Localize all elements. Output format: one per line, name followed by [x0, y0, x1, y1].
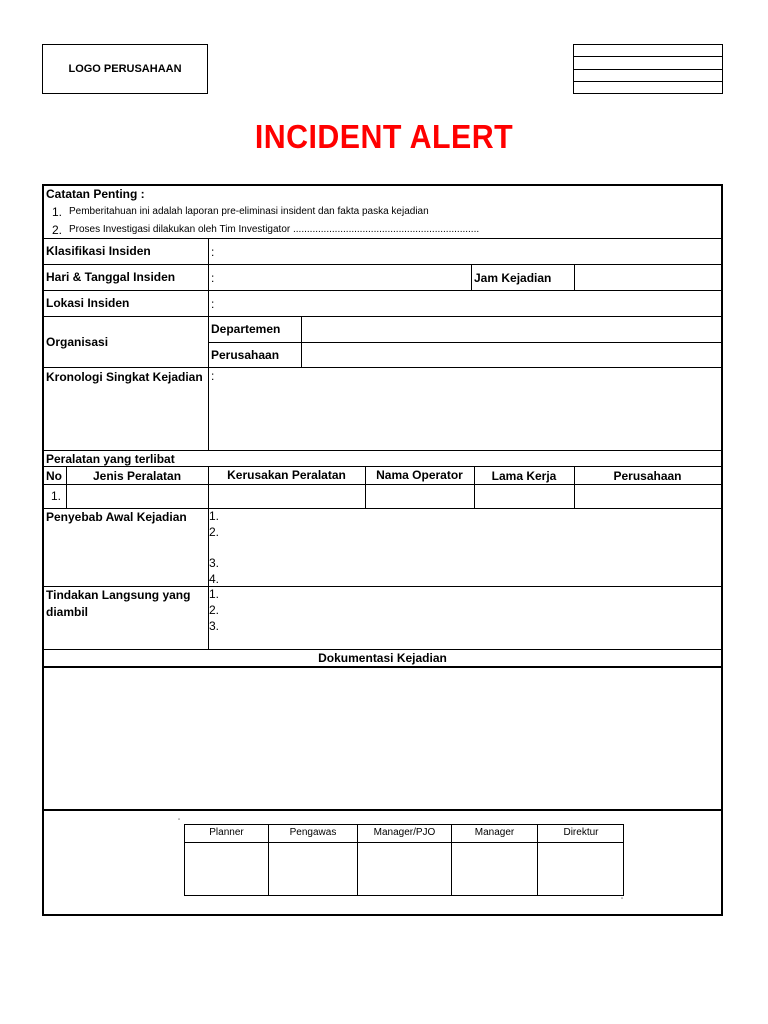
signature-role: Pengawas — [269, 825, 357, 843]
equipment-row-number: 1. — [51, 489, 62, 503]
dokumentasi-area[interactable] — [44, 668, 721, 809]
signature-cell-planner[interactable] — [185, 825, 269, 895]
penyebab-item[interactable]: 3. — [209, 556, 220, 570]
tindakan-label-cont: diambil — [46, 605, 89, 619]
tindakan-item[interactable]: 2. — [209, 603, 220, 617]
signature-cell-pengawas[interactable] — [269, 825, 358, 895]
kronologi-value[interactable]: : — [211, 369, 215, 383]
perusahaan-label: Perusahaan — [211, 348, 280, 362]
signature-role: Planner — [185, 825, 268, 843]
doc-grid-row — [574, 70, 722, 82]
lokasi-label: Lokasi Insiden — [46, 296, 130, 310]
penyebab-item[interactable]: 4. — [209, 572, 220, 586]
resize-handle-icon: ▫ — [621, 896, 624, 902]
notes-heading: Catatan Penting : — [46, 187, 145, 201]
note-text: Proses Investigasi dilakukan oleh Tim Investigator ................................................................... — [69, 224, 480, 235]
note-text: Pemberitahuan ini adalah laporan pre-eliminasi insident dan fakta paska kejadian — [69, 206, 429, 217]
doc-grid-row — [574, 57, 722, 69]
penyebab-label: Penyebab Awal Kejadian — [46, 510, 187, 524]
signature-role: Manager/PJO — [358, 825, 451, 843]
incident-form — [42, 184, 723, 916]
lokasi-value[interactable]: : — [211, 297, 215, 311]
signature-cell-direktur[interactable] — [538, 825, 624, 895]
tindakan-label: Tindakan Langsung yang — [46, 588, 191, 602]
jam-kejadian-field[interactable] — [575, 265, 721, 290]
note-number: 2. — [52, 223, 63, 237]
col-lama-kerja: Lama Kerja — [491, 469, 557, 483]
hari-tanggal-value[interactable]: : — [211, 271, 215, 285]
signature-role: Direktur — [538, 825, 624, 843]
organisasi-label: Organisasi — [46, 335, 109, 349]
hari-tanggal-label: Hari & Tanggal Insiden — [46, 270, 176, 284]
page-title: INCIDENT ALERT — [254, 118, 514, 155]
tindakan-item[interactable]: 3. — [209, 619, 220, 633]
col-nama-operator: Nama Operator — [376, 468, 463, 482]
departemen-field[interactable] — [302, 317, 721, 342]
tindakan-item[interactable]: 1. — [209, 587, 220, 601]
perusahaan-field[interactable] — [302, 343, 721, 367]
col-kerusakan-peralatan: Kerusakan Peralatan — [227, 468, 346, 482]
signature-cell-manager-pjo[interactable] — [358, 825, 452, 895]
dokumentasi-heading: Dokumentasi Kejadian — [318, 651, 447, 665]
equipment-heading: Peralatan yang terlibat — [46, 452, 175, 466]
doc-grid-row — [574, 82, 722, 93]
logo-text: LOGO PERUSAHAAN — [68, 63, 182, 75]
signature-cell-manager[interactable] — [452, 825, 538, 895]
kronologi-label: Kronologi Singkat Kejadian — [46, 370, 203, 384]
penyebab-item[interactable]: 2. — [209, 525, 220, 539]
signature-table — [184, 824, 624, 896]
doc-grid-row — [574, 45, 722, 57]
klasifikasi-value[interactable]: : — [211, 245, 215, 259]
resize-handle-icon: ▫ — [178, 817, 181, 823]
penyebab-item[interactable]: 1. — [209, 509, 220, 523]
jam-kejadian-label: Jam Kejadian — [474, 271, 552, 285]
company-logo-placeholder — [42, 44, 208, 94]
signature-role: Manager — [452, 825, 537, 843]
document-control-grid — [573, 44, 723, 94]
col-perusahaan: Perusahaan — [613, 469, 682, 483]
col-jenis-peralatan: Jenis Peralatan — [92, 469, 182, 483]
col-no: No — [46, 469, 62, 483]
departemen-label: Departemen — [211, 322, 281, 336]
note-number: 1. — [52, 205, 63, 219]
klasifikasi-label: Klasifikasi Insiden — [46, 244, 151, 258]
